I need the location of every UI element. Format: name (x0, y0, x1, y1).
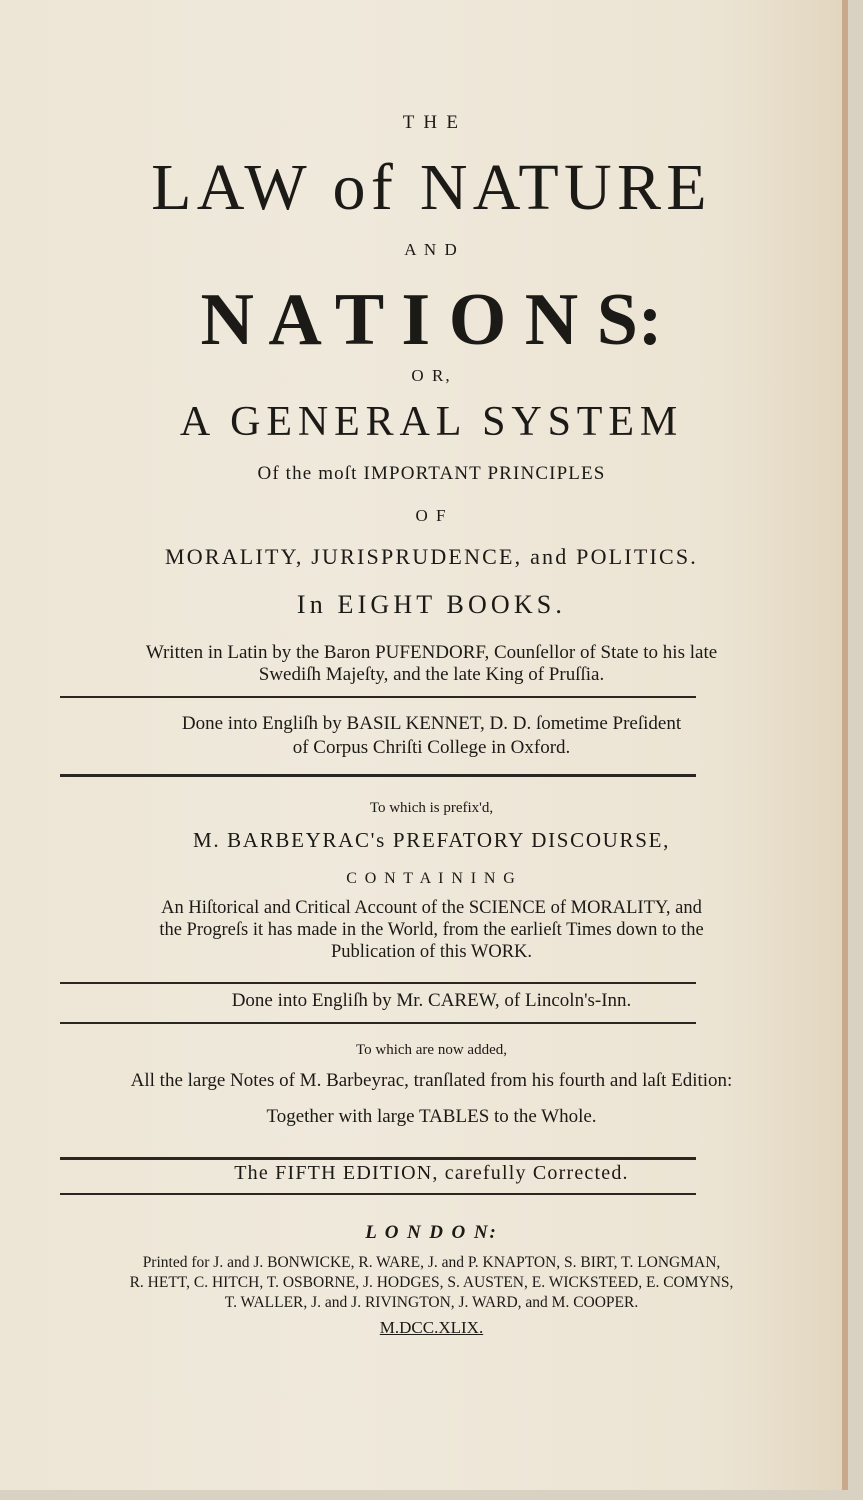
additions-tables: Together with large TABLES to the Whole. (266, 1106, 597, 1127)
imprint-place: L O N D O N: (365, 1222, 498, 1243)
imprint-line-1: Printed for J. and J. BONWICKE, R. WARE, J. and P. KNAPTON, S. BIRT, T. LONGMAN, (142, 1254, 721, 1271)
rule-4 (60, 1022, 696, 1024)
title-the: T H E (402, 112, 461, 133)
title-nations: N A T I O N S: (200, 279, 663, 361)
rule-3 (60, 982, 696, 984)
rule-6 (60, 1193, 696, 1195)
title-subjects: MORALITY, JURISPRUDENCE, and POLITICS. (165, 544, 698, 569)
rule-5 (60, 1157, 696, 1160)
translation-line-1: Done into Engliſh by BASIL KENNET, D. D. ſometime Preſident (181, 713, 682, 734)
additions-notes: All the large Notes of M. Barbeyrac, tranſlated from his fourth and laſt Edition: (130, 1070, 733, 1091)
authorship-line-2: Swediſh Majeſty, and the late King of Pruſſia. (258, 664, 605, 685)
imprint-line-3: T. WALLER, J. and J. RIVINGTON, J. WARD, and M. COOPER. (224, 1294, 639, 1311)
prefix-desc-line-1: An Hiſtorical and Critical Account of the SCIENCE of MORALITY, and (161, 898, 702, 918)
edition: The FIFTH EDITION, carefully Corrected. (234, 1162, 629, 1184)
title-of-most-important-principles: Of the moſt IMPORTANT PRINCIPLES (257, 463, 606, 484)
rule-2 (60, 774, 696, 777)
rule-1 (60, 696, 696, 698)
imprint-line-2: R. HETT, C. HITCH, T. OSBORNE, J. HODGES, S. AUSTEN, E. WICKSTEED, E. COMYNS, (129, 1274, 734, 1291)
authorship-line-1: Written in Latin by the Baron PUFENDORF, Counſellor of State to his late (145, 642, 718, 663)
title-of: O F (415, 506, 448, 525)
prefix-desc-line-2: the Progreſs it has made in the World, from the earlieſt Times down to the (159, 920, 704, 940)
prefix-intro: To which is prefix'd, (369, 800, 494, 816)
imprint-year: M.DCC.XLIX. (379, 1318, 484, 1337)
additions-intro: To which are now added, (356, 1042, 507, 1058)
title-and: A N D (404, 240, 459, 259)
prefix-desc-line-3: Publication of this WORK. (330, 942, 533, 962)
title-law-of-nature: LAW of NATURE (151, 151, 712, 224)
title-general-system: A GENERAL SYSTEM (179, 399, 684, 445)
title-or: O R, (411, 366, 452, 385)
title-eight-books: In EIGHT BOOKS. (296, 590, 567, 619)
prefix-containing: C O N T A I N I N G (346, 870, 517, 887)
translation-2: Done into Engliſh by Mr. CAREW, of Lincoln's-Inn. (231, 990, 632, 1011)
prefix-discourse: M. BARBEYRAC's PREFATORY DISCOURSE, (192, 828, 671, 852)
translation-line-2: of Corpus Chriſti College in Oxford. (292, 737, 571, 758)
